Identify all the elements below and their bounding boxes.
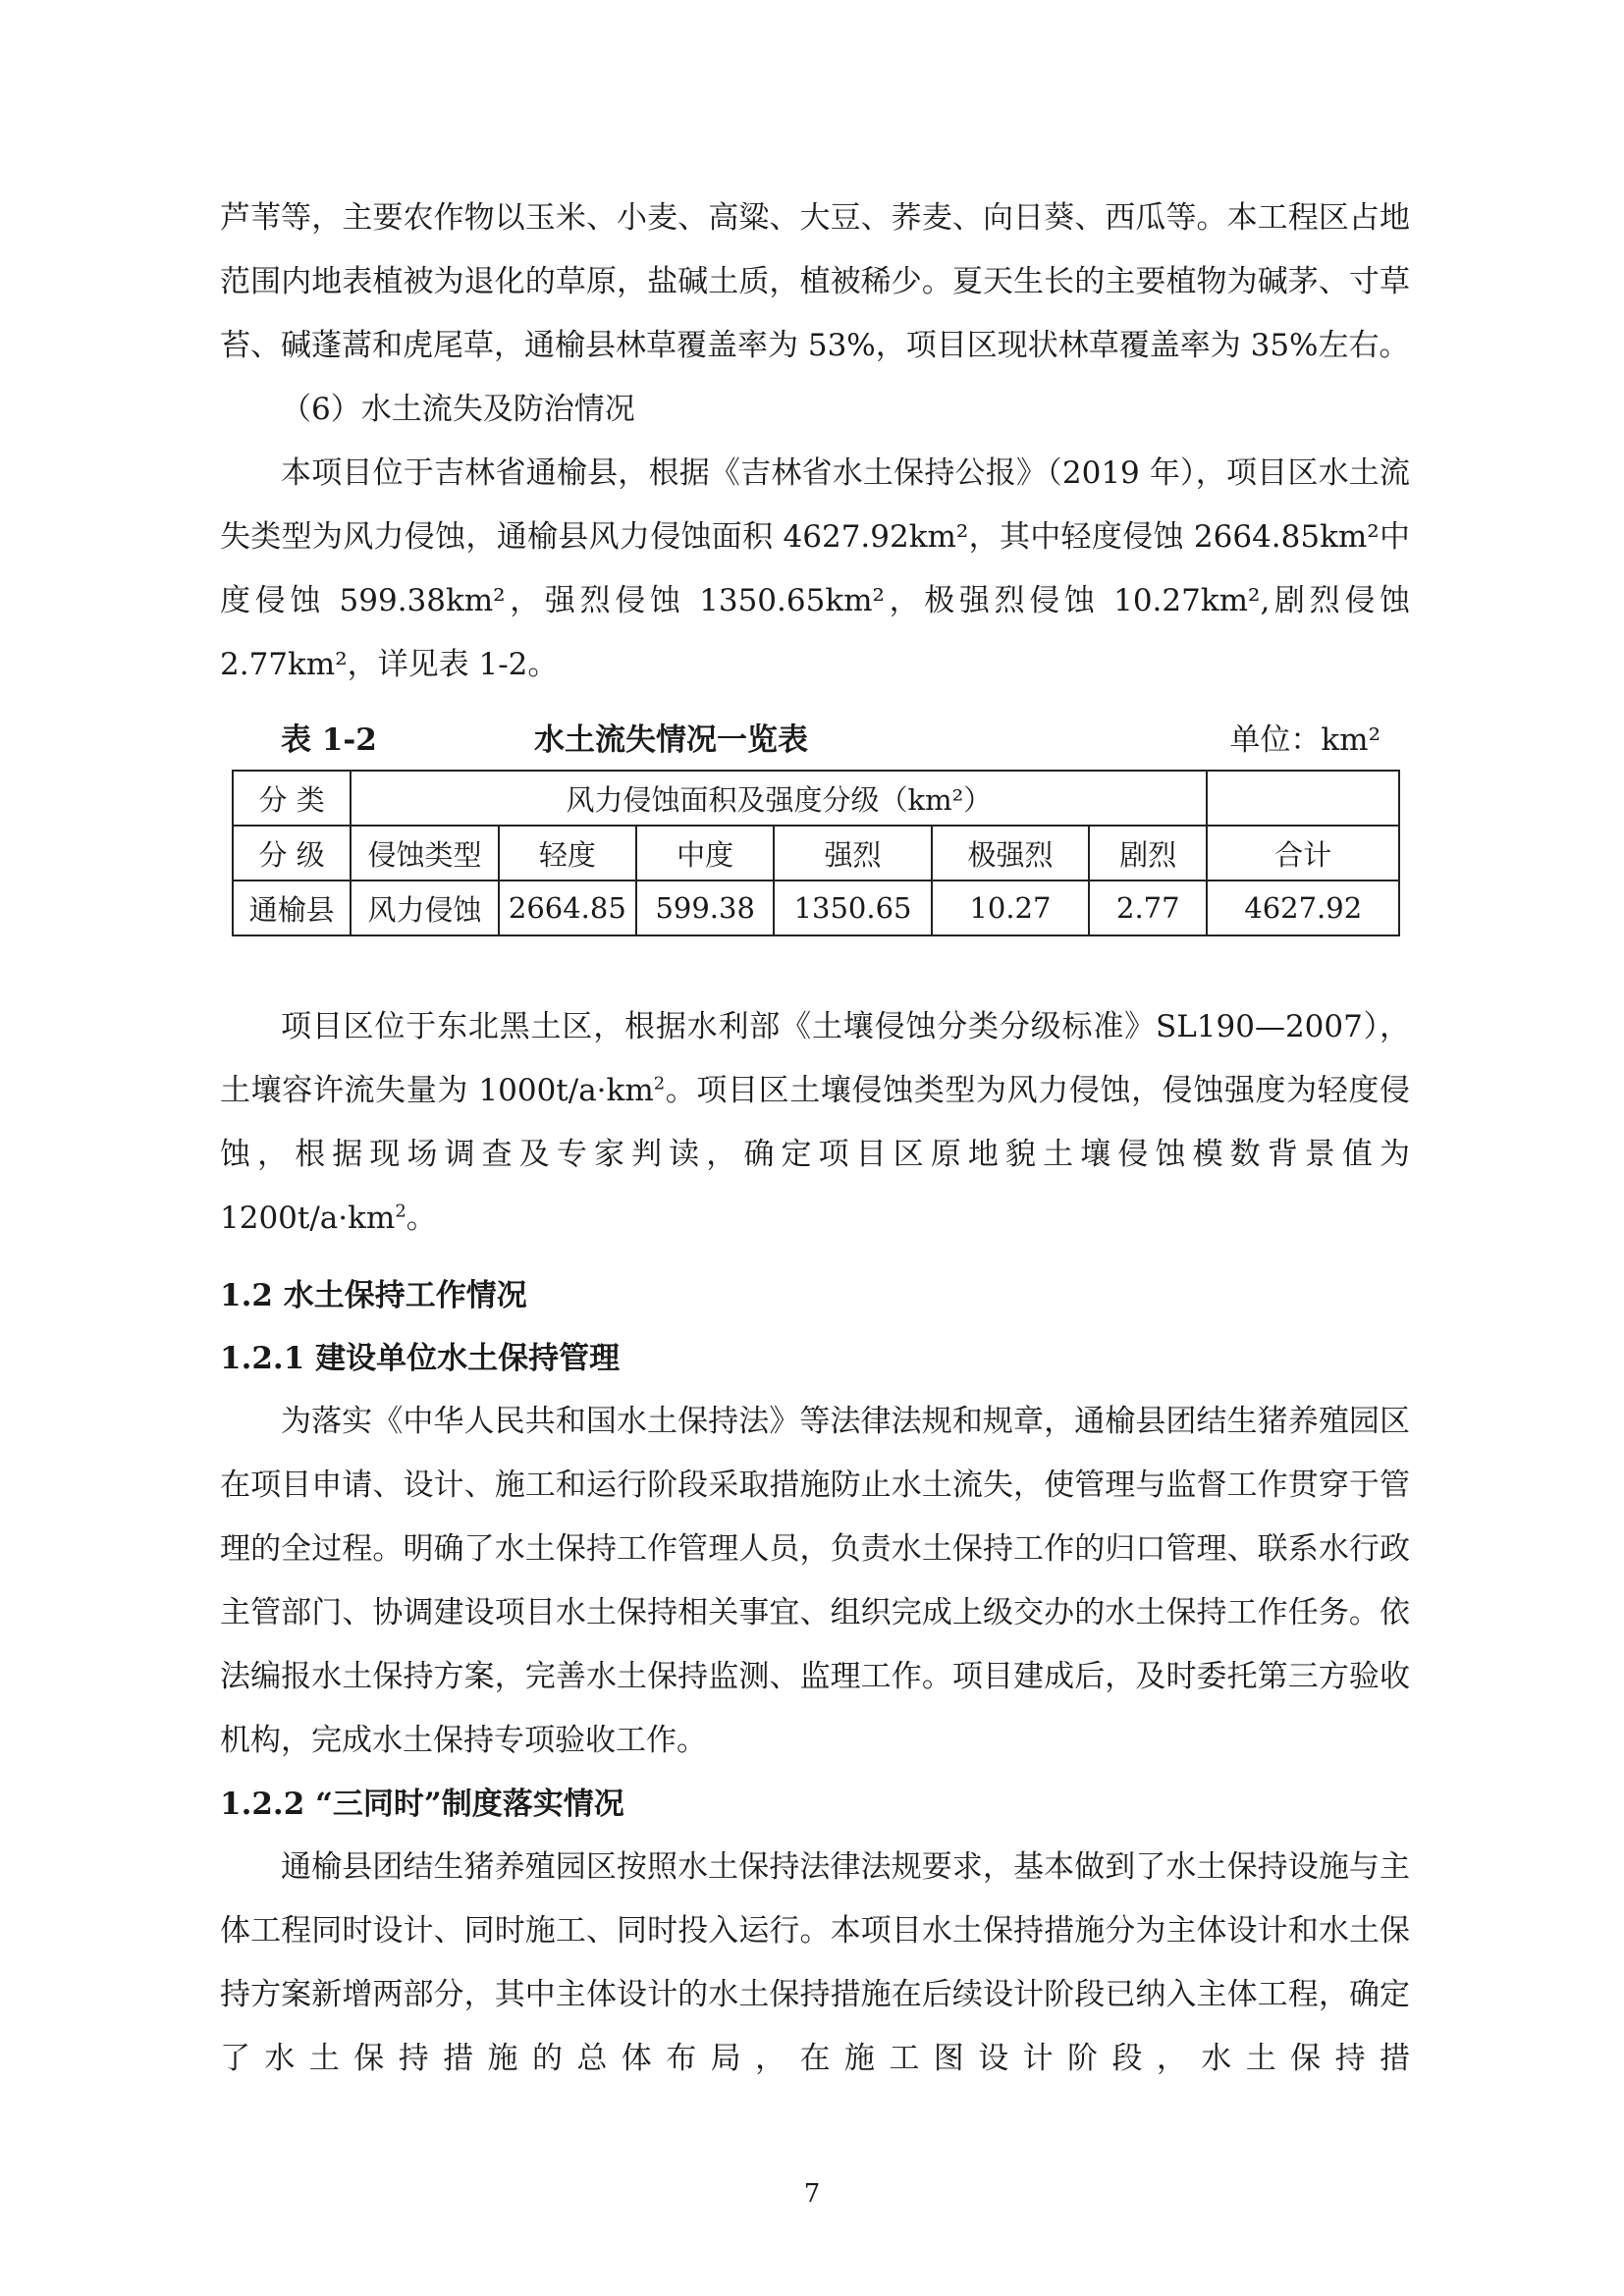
paragraph-management: 为落实《中华人民共和国水土保持法》等法律法规和规章，通榆县团结生猪养殖园区在项目申请、设计、施工和运行阶段采取措施防止水土流失，使管理与监督工作贯穿于管理的全过程。明确了水土保持工作管理人员，负责水土保持工作的归口管理、联系水行政主管部门、协调建设项目水土保持相关事宜、组织完成上级交办的水土保持工作任务。依法编报水土保持方案，完善水土保持监测、监理工作。项目建成后，及时委托第三方验收机构，完成水土保持专项验收工作。 xyxy=(220,1404,1410,1758)
table-number: 表 1-2 xyxy=(281,722,377,758)
table-cell: 2664.85 xyxy=(499,881,636,935)
table-caption xyxy=(220,709,1410,768)
soil-text-part1: 项目区位于东北黑土区，根据水利部《土壤侵蚀分类分级标准》SL190—2007），土壤容许流失量为 1000t/a·km xyxy=(220,1009,1410,1108)
table-cell: 10.27 xyxy=(932,881,1089,935)
page-content xyxy=(220,187,1410,2091)
table-title: 水土流失情况一览表 xyxy=(534,722,808,758)
table-cell: 通榆县 xyxy=(233,881,351,935)
table-row xyxy=(233,826,1399,881)
table-row xyxy=(233,881,1399,935)
page-number: 7 xyxy=(803,2179,821,2209)
superscript: 2 xyxy=(653,1073,666,1095)
erosion-table xyxy=(232,770,1400,936)
soil-text-part3: 。 xyxy=(406,1201,437,1236)
table-cell: 4627.92 xyxy=(1207,881,1399,935)
table-cell: 风力侵蚀面积及强度分级（km²） xyxy=(351,771,1207,826)
table-cell: 合计 xyxy=(1207,826,1399,881)
superscript: 2 xyxy=(395,1201,406,1222)
paragraph-three-simultaneous: 通榆县团结生猪养殖园区按照水土保持法律法规要求，基本做到了水土保持设施与主体工程同时设计、同时施工、同时投入运行。本项目水土保持措施分为主体设计和水土保持方案新增两部分，其中主体设计的水土保持措施在后续设计阶段已纳入主体工程，确定了水土保持措施的总体布局，在施工图设计阶段，水土保持措 xyxy=(220,1849,1410,2076)
table-row xyxy=(233,771,1399,826)
table-cell: 侵蚀类型 xyxy=(351,826,498,881)
table-cell xyxy=(1207,771,1399,826)
paragraph-vegetation: 芦苇等，主要农作物以玉米、小麦、高粱、大豆、荞麦、向日葵、西瓜等。本工程区占地范围内地表植被为退化的草原，盐碱土质，植被稀少。夏天生长的主要植物为碱茅、寸草苔、碱蓬蒿和虎尾草，通榆县林草覆盖率为 53%，项目区现状林草覆盖率为 35%左右。 xyxy=(220,200,1410,363)
section-heading-1-2-1: 1.2.1 建设单位水土保持管理 xyxy=(220,1341,621,1376)
table-unit: 单位：km² xyxy=(1229,722,1380,758)
table-cell: 分 类 xyxy=(233,771,351,826)
soil-text-part2: 。项目区土壤侵蚀类型为风力侵蚀，侵蚀强度为轻度侵蚀，根据现场调查及专家判读，确定项目区原地貌土壤侵蚀模数背景值为 1200t/a·km xyxy=(220,1073,1411,1236)
table-cell: 分 级 xyxy=(233,826,351,881)
table-cell: 中度 xyxy=(636,826,774,881)
table-cell: 极强烈 xyxy=(932,826,1089,881)
section-heading-1-2: 1.2 水土保持工作情况 xyxy=(220,1278,527,1313)
table-cell: 剧烈 xyxy=(1089,826,1207,881)
paragraph-soil-tolerance xyxy=(220,995,1410,1251)
table-cell: 2.77 xyxy=(1089,881,1207,935)
paragraph-erosion-status: 本项目位于吉林省通榆县，根据《吉林省水土保持公报》（2019 年），项目区水土流失类型为风力侵蚀，通榆县风力侵蚀面积 4627.92km²，其中轻度侵蚀 2664.85km²中度侵蚀 599.38km²，强烈侵蚀 1350.65km²，极强烈侵蚀 10.27km²,剧烈侵蚀 2.77km²，详见表 1-2。 xyxy=(220,455,1410,682)
table-cell: 599.38 xyxy=(636,881,774,935)
section-heading-1-2-2: 1.2.2 “三同时”制度落实情况 xyxy=(220,1787,624,1822)
table-cell: 强烈 xyxy=(774,826,931,881)
paragraph-heading-erosion: （6）水土流失及防治情况 xyxy=(281,392,635,427)
table-cell: 轻度 xyxy=(499,826,636,881)
table-cell: 1350.65 xyxy=(774,881,931,935)
table-cell: 风力侵蚀 xyxy=(351,881,498,935)
